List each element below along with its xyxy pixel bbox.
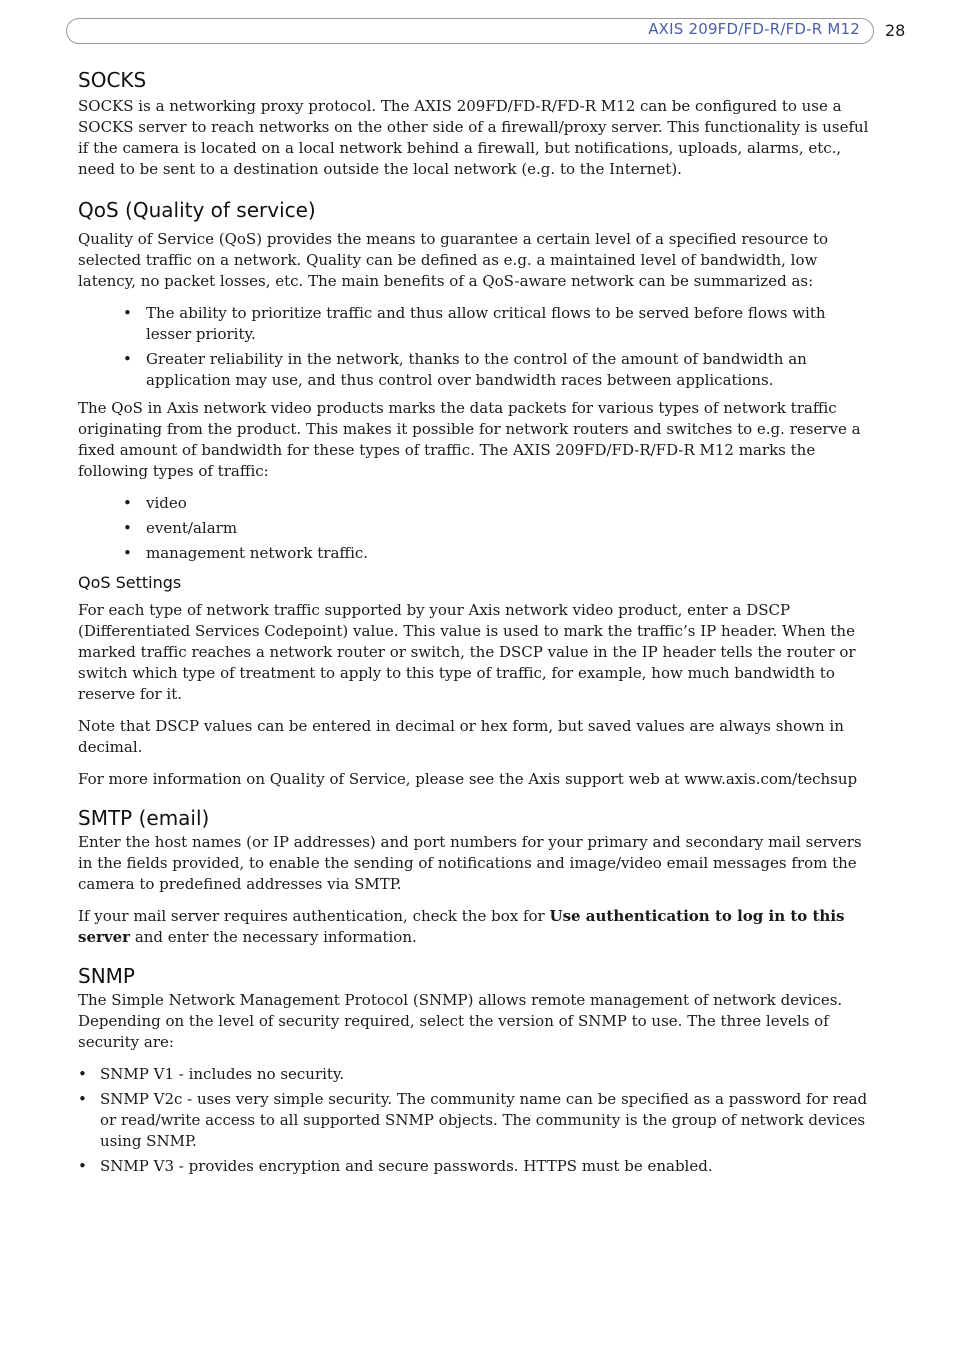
snmp-versions-list xyxy=(78,1064,870,1177)
snmp-heading: SNMP xyxy=(78,964,135,988)
socks-paragraph: SOCKS is a networking proxy protocol. The AXIS 209FD/FD-R/FD-R M12 can be configured to use a SOCKS server to reach networks on the other side of a firewall/proxy server. This functionality is useful if the camera is located on a local network behind a firewall, but notifications, uploads, alarms, etc., need to be sent to a destination outside the local network (e.g. to the Internet). xyxy=(78,97,869,178)
qos-marks-paragraph: The QoS in Axis network video products marks the data packets for various types of network traffic originating from the product. This makes it possible for network routers and switches to e.g. reserve a fixed amount of bandwidth for these types of traffic. The AXIS 209FD/FD-R/FD-R M12 marks the following types of traffic: xyxy=(78,399,861,480)
smtp-heading: SMTP (email) xyxy=(78,806,210,830)
snmp-intro: The Simple Network Management Protocol (SNMP) allows remote management of network devices. Depending on the level of security required, select the version of SNMP to use. The three levels of security are: xyxy=(78,991,843,1051)
socks-section xyxy=(78,66,870,180)
qos-settings-paragraph: For each type of network traffic supported by your Axis network video product, enter a DSCP (Differentiated Services Codepoint) value. This value is used to mark the traffic’s IP header. When the marked traffic reaches a network router or switch, the DSCP value in the IP header tells the router or switch which type of treatment to apply to this type of traffic, for example, how much bandwidth to reserve for it. xyxy=(78,601,856,703)
list-item: • video xyxy=(78,493,870,514)
smtp-section xyxy=(78,804,870,948)
smtp-auth-text-before: If your mail server requires authentication, check the box for xyxy=(78,907,550,925)
smtp-auth-paragraph xyxy=(78,906,870,948)
list-item: • Greater reliability in the network, thanks to the control of the amount of bandwidth an application may use, and thus control over bandwidth races between applications. xyxy=(78,349,870,391)
qos-settings-heading: QoS Settings xyxy=(78,573,182,592)
qos-intro: Quality of Service (QoS) provides the means to guarantee a certain level of a specified resource to selected traffic on a network. Quality can be defined as e.g. a maintained level of bandwidth, low latency, no packet losses, etc. The main benefits of a QoS-aware network can be summarized as: xyxy=(78,230,829,290)
list-item: • event/alarm xyxy=(78,518,870,539)
smtp-auth-text-after: and enter the necessary information. xyxy=(130,928,417,946)
list-item: • management network traffic. xyxy=(78,543,870,564)
qos-section xyxy=(78,196,870,790)
socks-heading: SOCKS xyxy=(78,68,147,92)
page-content xyxy=(78,66,870,1184)
qos-more-info: For more information on Quality of Service, please see the Axis support web at www.axis.com/techsup xyxy=(78,770,858,788)
list-item: • SNMP V3 - provides encryption and secure passwords. HTTPS must be enabled. xyxy=(78,1156,870,1177)
list-item: • The ability to prioritize traffic and thus allow critical flows to be served before flows with lesser priority. xyxy=(78,303,870,345)
page-number: 28 xyxy=(885,21,906,40)
qos-dscp-note: Note that DSCP values can be entered in decimal or hex form, but saved values are always shown in decimal. xyxy=(78,717,844,756)
qos-heading: QoS (Quality of service) xyxy=(78,198,316,222)
list-item: • SNMP V2c - uses very simple security. The community name can be specified as a password for read or read/write access to all supported SNMP objects. The community is the group of network devices using SNMP. xyxy=(78,1089,870,1152)
auth-option-label: Use authentication to log in to this server xyxy=(78,907,845,946)
qos-traffic-list xyxy=(78,493,870,564)
list-item: • SNMP V1 - includes no security. xyxy=(78,1064,870,1085)
document-title: AXIS 209FD/FD-R/FD-R M12 xyxy=(648,20,860,38)
qos-benefits-list xyxy=(78,303,870,391)
smtp-paragraph: Enter the host names (or IP addresses) and port numbers for your primary and secondary mail servers in the fields provided, to enable the sending of notifications and image/video email messages from the camera to predefined addresses via SMTP. xyxy=(78,833,862,893)
snmp-section xyxy=(78,962,870,1177)
